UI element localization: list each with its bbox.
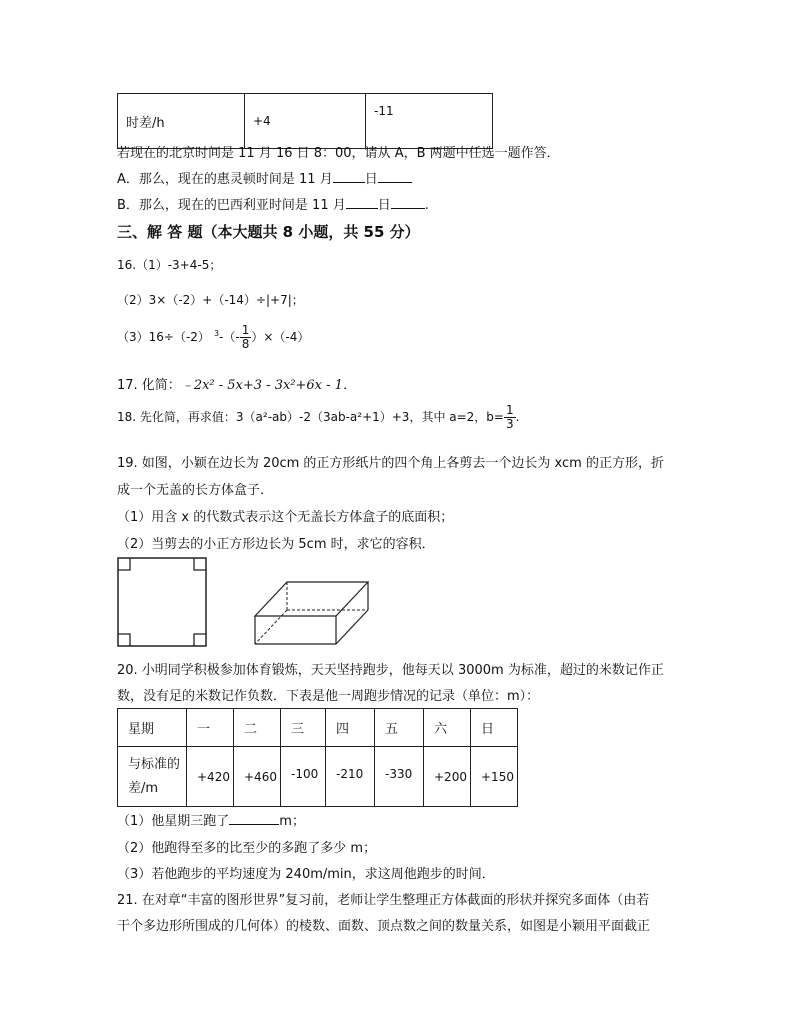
q19-sub1: （1）用含 x 的代数式表示这个无盖长方体盒子的底面积； [117,510,454,525]
diff-value: -100 [281,747,326,807]
q19-line2: 成一个无盖的长方体盒子． [117,483,274,498]
diff-value: +420 [187,747,234,807]
section-heading: 三、解 答 题（本大题共 8 小题，共 55 分） [117,223,420,241]
tz-option-a: A．那么，现在的惠灵顿时间是 11 月 日 [117,168,412,187]
q20-line1: 20. 小明同学积极参加体育锻炼，天天坚持跑步，他每天以 3000m 为标准，超过的米数记作正 [117,663,664,678]
diff-value: -330 [375,747,424,807]
q20-line2: 数，没有足的米数记作负数．下表是他一周跑步情况的记录（单位：m）： [117,689,540,704]
day-header: 五 [375,709,424,747]
q19-line1: 19. 如图，小颖在边长为 20cm 的正方形纸片的四个角上各剪去一个边长为 xcm 的正方形，折 [117,456,664,471]
day-header: 三 [281,709,326,747]
day-header: 日 [471,709,518,747]
q21-line1: 21. 在对章“丰富的图形世界”复习前，老师让学生整理正方体截面的形状并探究多面体（由若 [117,893,650,908]
day-header: 四 [326,709,375,747]
diff-value: -210 [326,747,375,807]
q16-part3: （3）16÷（-2） $^3$-（- $\frac{1}{8}$ ）×（-4） [117,323,310,351]
q18: 18. 先化简，再求值：3（a²-ab）-2（3ab-a²+1）+3，其中 a=2，b= $\frac{1}{3}$ . [117,403,520,431]
diff-value: +200 [424,747,471,807]
q16-part2: （2）3×（-2）+（-14）÷|+7|； [117,293,304,307]
time-difference-table [117,93,493,149]
q20-sub1: （1）他星期三跑了 m； [117,810,305,829]
q20-sub3: （3）若他跑步的平均速度为 240m/min，求这周他跑步的时间． [117,867,495,882]
tz-label: 时差/h [118,94,245,149]
day-header: 一 [187,709,234,747]
q21-line2: 干个多边形所围成的几何体）的棱数、面数、顶点数之间的数量关系，如图是小颖用平面截正 [117,919,651,934]
running-record-table [117,708,518,807]
q17: 17. 化简：﹣2x² - 5x+3 - 3x²+6x - 1． [117,378,356,393]
tz-value: -11 [366,94,493,149]
q16-part1: 16.（1）-3+4-5； [117,258,222,272]
tz-question: 若现在的北京时间是 11 月 16 日 8：00，请从 A，B 两题中任选一题作答． [117,146,560,161]
tz-option-b: B．那么，现在的巴西利亚时间是 11 月 日 . [117,194,429,213]
day-header: 二 [234,709,281,747]
tz-value: +4 [245,94,366,149]
header-label: 星期 [118,709,187,747]
diff-value: +460 [234,747,281,807]
diff-value: +150 [471,747,518,807]
q19-sub2: （2）当剪去的小正方形边长为 5cm 时，求它的容积． [117,537,435,552]
row-label: 与标准的 差/m [118,747,187,807]
q20-sub2: （2）他跑得至多的比至少的多跑了多少 m； [117,841,377,856]
day-header: 六 [424,709,471,747]
square-paper-figure [116,556,210,650]
open-box-figure [250,576,375,648]
